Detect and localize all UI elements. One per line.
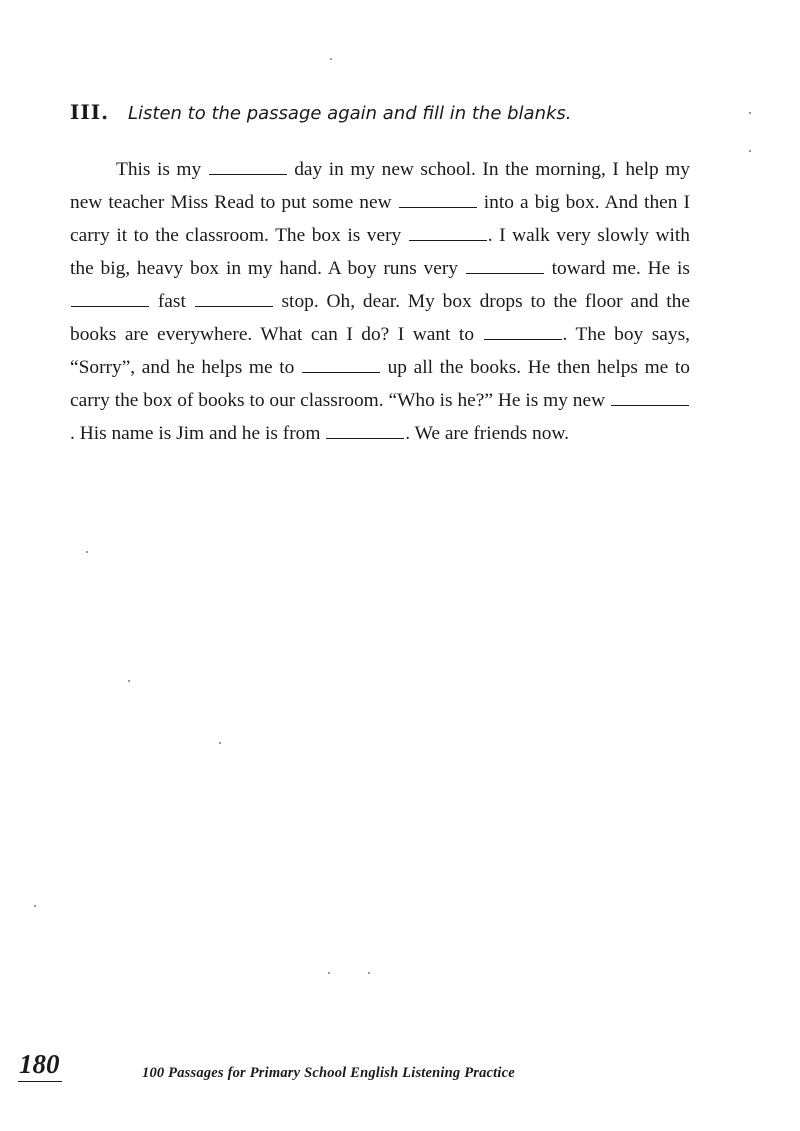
scan-speck: [749, 112, 751, 114]
scan-speck: [34, 905, 36, 907]
passage-text: . His name is Jim and he is from: [70, 423, 326, 444]
passage-text: . I walk very slowly with the big, heavy box in my hand. A boy runs very: [70, 225, 690, 279]
passage-text: . We are friends now.: [405, 423, 570, 444]
answer-blank-10[interactable]: [326, 424, 404, 439]
answer-blank-4[interactable]: [466, 259, 544, 274]
scan-speck: [330, 58, 332, 60]
page-number: 180: [19, 1049, 60, 1079]
section-heading: [70, 100, 730, 132]
answer-blank-8[interactable]: [302, 358, 380, 373]
answer-blank-6[interactable]: [195, 292, 273, 307]
answer-blank-1[interactable]: [209, 160, 287, 175]
section-number: III.: [70, 100, 110, 124]
answer-blank-7[interactable]: [484, 325, 562, 340]
passage-text: fast: [150, 291, 194, 312]
scan-speck: [368, 972, 370, 974]
answer-blank-9[interactable]: [611, 391, 689, 406]
scan-speck: [328, 972, 330, 974]
passage-text: up all the books. He then helps me to carry the box of books to our classroom. “Who is he?” He is my new: [70, 357, 690, 411]
passage-text: toward me. He is: [544, 258, 690, 279]
section-instruction: Listen to the passage again and fill in the blanks.: [128, 103, 572, 124]
scan-speck: [219, 742, 221, 744]
answer-blank-2[interactable]: [399, 193, 477, 208]
book-title: 100 Passages for Primary School English Listening Practice: [142, 1065, 515, 1081]
fill-in-passage: [70, 153, 690, 450]
answer-blank-5[interactable]: [71, 292, 149, 307]
page-number-underline: [18, 1081, 62, 1082]
passage-text: This is my: [116, 159, 208, 180]
scan-speck: [128, 680, 130, 682]
passage-text: into a big box. And then I carry it to the classroom. The box is very: [70, 192, 690, 246]
passage-text: day in my new school. In the morning, I help my new teacher Miss Read to put some new: [70, 159, 690, 213]
scan-speck: [749, 150, 751, 152]
passage-text: stop. Oh, dear. My box drops to the floor and the books are everywhere. What can I do? I want to: [70, 291, 690, 345]
scan-speck: [86, 551, 88, 553]
passage-paragraph: [70, 153, 690, 450]
answer-blank-3[interactable]: [409, 226, 487, 241]
passage-text: . The boy says, “Sorry”, and he helps me to: [70, 324, 690, 378]
